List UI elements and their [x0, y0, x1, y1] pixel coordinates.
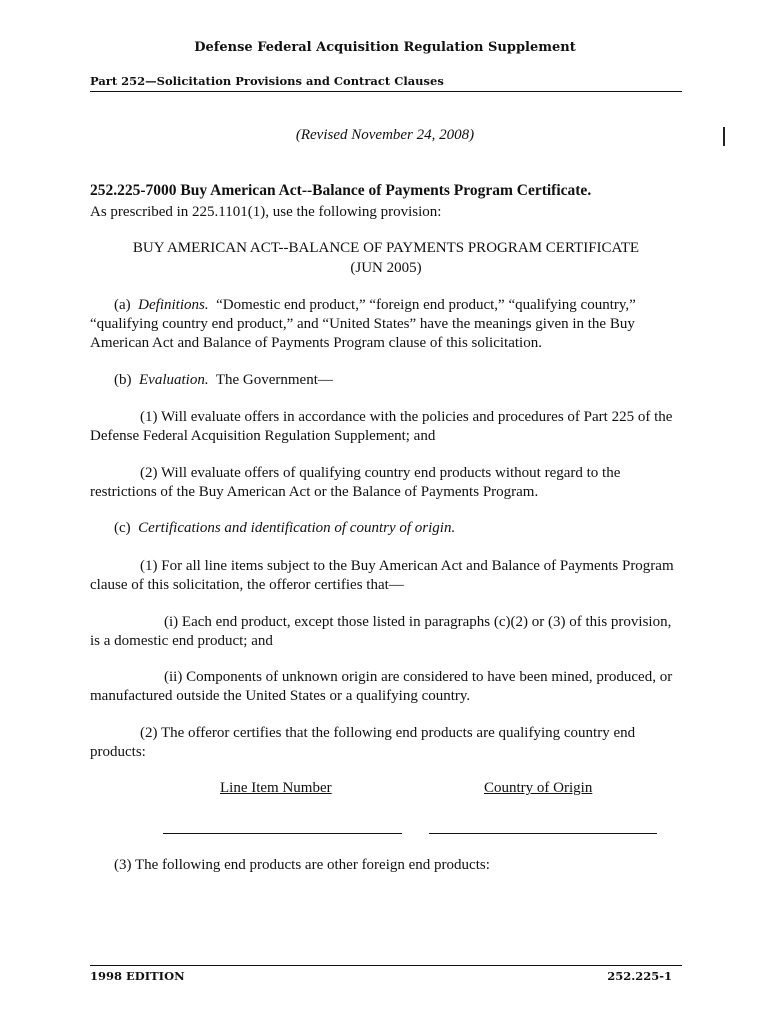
- header-rule: [90, 91, 682, 92]
- section-heading: 252.225-7000 Buy American Act--Balance of Payments Program Certificate.: [90, 182, 592, 199]
- page-number: 252.225-1: [607, 969, 672, 983]
- paragraph-b-label: (b): [114, 372, 132, 388]
- paragraph-c2: (2) The offeror certifies that the following end products are qualifying country end products:: [90, 725, 636, 760]
- regulation-title: Defense Federal Acquisition Regulation Supplement: [194, 40, 576, 55]
- column-header-line-item: Line Item Number: [220, 780, 332, 796]
- paragraph-c: [90, 519, 682, 538]
- provision-date: (JUN 2005): [350, 260, 422, 276]
- column-header-country: Country of Origin: [484, 780, 593, 796]
- line-item-blank[interactable]: [163, 833, 402, 834]
- paragraph-c-label: (c): [114, 520, 131, 536]
- paragraph-b: [90, 371, 682, 390]
- paragraph-a-text: “Domestic end product,” “foreign end product,” “qualifying country,” “qualifying country end product,” and “United States” have the meanings given in the Buy American Act and Balance of Payments Program clause of this solicitation.: [90, 297, 636, 351]
- part-title: Part 252—Solicitation Provisions and Contract Clauses: [90, 74, 444, 88]
- paragraph-c-title: Certifications and identification of country of origin.: [138, 520, 456, 536]
- paragraph-c1: (1) For all line items subject to the Buy American Act and Balance of Payments Program clause of this solicitation, the offeror certifies that—: [90, 558, 674, 593]
- country-blank[interactable]: [429, 833, 657, 834]
- paragraph-a-title: Definitions.: [138, 297, 209, 313]
- paragraph-b1: (1) Will evaluate offers in accordance with the policies and procedures of Part 225 of the Defense Federal Acquisition Regulation Supplement; and: [90, 409, 673, 444]
- paragraph-c1i: (i) Each end product, except those listed in paragraphs (c)(2) or (3) of this provision, is a domestic end product; and: [90, 614, 672, 649]
- paragraph-b-title: Evaluation.: [139, 372, 209, 388]
- paragraph-c1ii: (ii) Components of unknown origin are considered to have been mined, produced, or manufactured outside the United States or a qualifying country.: [90, 669, 673, 704]
- paragraph-b-text: The Government—: [215, 372, 333, 388]
- paragraph-b2: (2) Will evaluate offers of qualifying country end products without regard to the restrictions of the Buy American Act or the Balance of Payments Program.: [90, 465, 621, 500]
- paragraph-a-label: (a): [114, 297, 131, 313]
- provision-title: BUY AMERICAN ACT--BALANCE OF PAYMENTS PROGRAM CERTIFICATE: [132, 240, 640, 256]
- paragraph-c3: (3) The following end products are other foreign end products:: [114, 857, 490, 873]
- paragraph-a: [90, 296, 682, 353]
- prescription-text: As prescribed in 225.1101(1), use the following provision:: [90, 204, 442, 220]
- edition-label: 1998 EDITION: [90, 969, 185, 983]
- footer-rule: [90, 965, 682, 966]
- revised-date: (Revised November 24, 2008): [295, 127, 475, 143]
